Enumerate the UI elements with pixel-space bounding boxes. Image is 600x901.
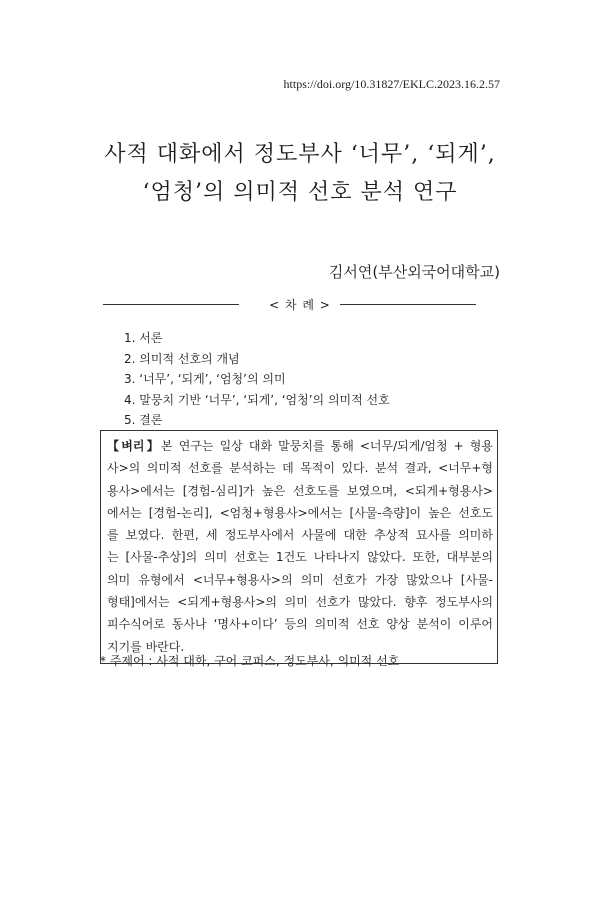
- abstract-line: 지기를 바란다.: [107, 639, 185, 654]
- abstract-line: 는 [사물-추상]의 의미 선호는 1건도 나타나지 않았다. 또한, 대부분의: [107, 550, 493, 565]
- abstract-line: 사>의 의미적 선호를 분석하는 데 목적이 있다. 분석 결과, <너무+형: [107, 461, 493, 476]
- toc-heading: [100, 296, 500, 312]
- abstract-line: 를 보였다. 한편, 세 정도부사에서 사물에 대한 추상적 묘사를 의미하: [107, 528, 493, 543]
- abstract-line: 에서는 [경험-논리], <엄청+형용사>에서는 [사물-측량]이 높은 선호도: [107, 505, 493, 520]
- abstract-line: 용사>에서는 [경험-심리]가 높은 선호도를 보였으며, <되게+형용사>: [107, 483, 493, 498]
- doi-link[interactable]: https://doi.org/10.31827/EKLC.2023.16.2.57: [283, 77, 500, 91]
- abstract-line: 형태]에서는 <되게+형용사>의 의미 선호가 많았다. 향후 정도부사의: [107, 595, 493, 610]
- toc-item: 1. 서론: [124, 331, 163, 345]
- toc-item: 2. 의미적 선호의 개념: [124, 351, 240, 366]
- keywords: * 주제어 : 사적 대화, 구어 코퍼스, 정도부사, 의미적 선호: [100, 654, 400, 668]
- abstract-box: [100, 430, 498, 664]
- toc-heading-label: < 차 례 >: [269, 298, 331, 312]
- abstract-label: 【벼리】: [107, 439, 162, 453]
- title-line-2: ‘엄청’의 의미적 선호 분석 연구: [142, 180, 458, 205]
- abstract-text: 본 연구는 일상 대화 말뭉치를 통해 <너무/되게/엄청 + 형용: [161, 439, 493, 453]
- author-affiliation: 김서연(부산외국어대학교): [328, 263, 500, 281]
- toc-item: 5. 결론: [124, 413, 163, 427]
- abstract-line-1: [107, 435, 493, 457]
- toc-rule-right: [340, 304, 476, 305]
- abstract-line: 의미 유형에서 <너무+형용사>의 의미 선호가 가장 많았으나 [사물-: [107, 572, 493, 587]
- paper-title: [60, 136, 540, 212]
- title-line-1: 사적 대화에서 정도부사 ‘너무’, ‘되게’,: [104, 142, 496, 167]
- toc-item: 4. 말뭉치 기반 ‘너무’, ‘되게’, ‘엄청’의 의미적 선호: [124, 392, 390, 407]
- table-of-contents: [124, 328, 390, 431]
- abstract-line: 피수식어로 동사나 ‘명사+이다’ 등의 의미적 선호 양상 분석이 이루어: [107, 617, 493, 632]
- toc-rule-left: [103, 304, 239, 305]
- toc-item: 3. ‘너무’, ‘되게’, ‘엄청’의 의미: [124, 372, 286, 386]
